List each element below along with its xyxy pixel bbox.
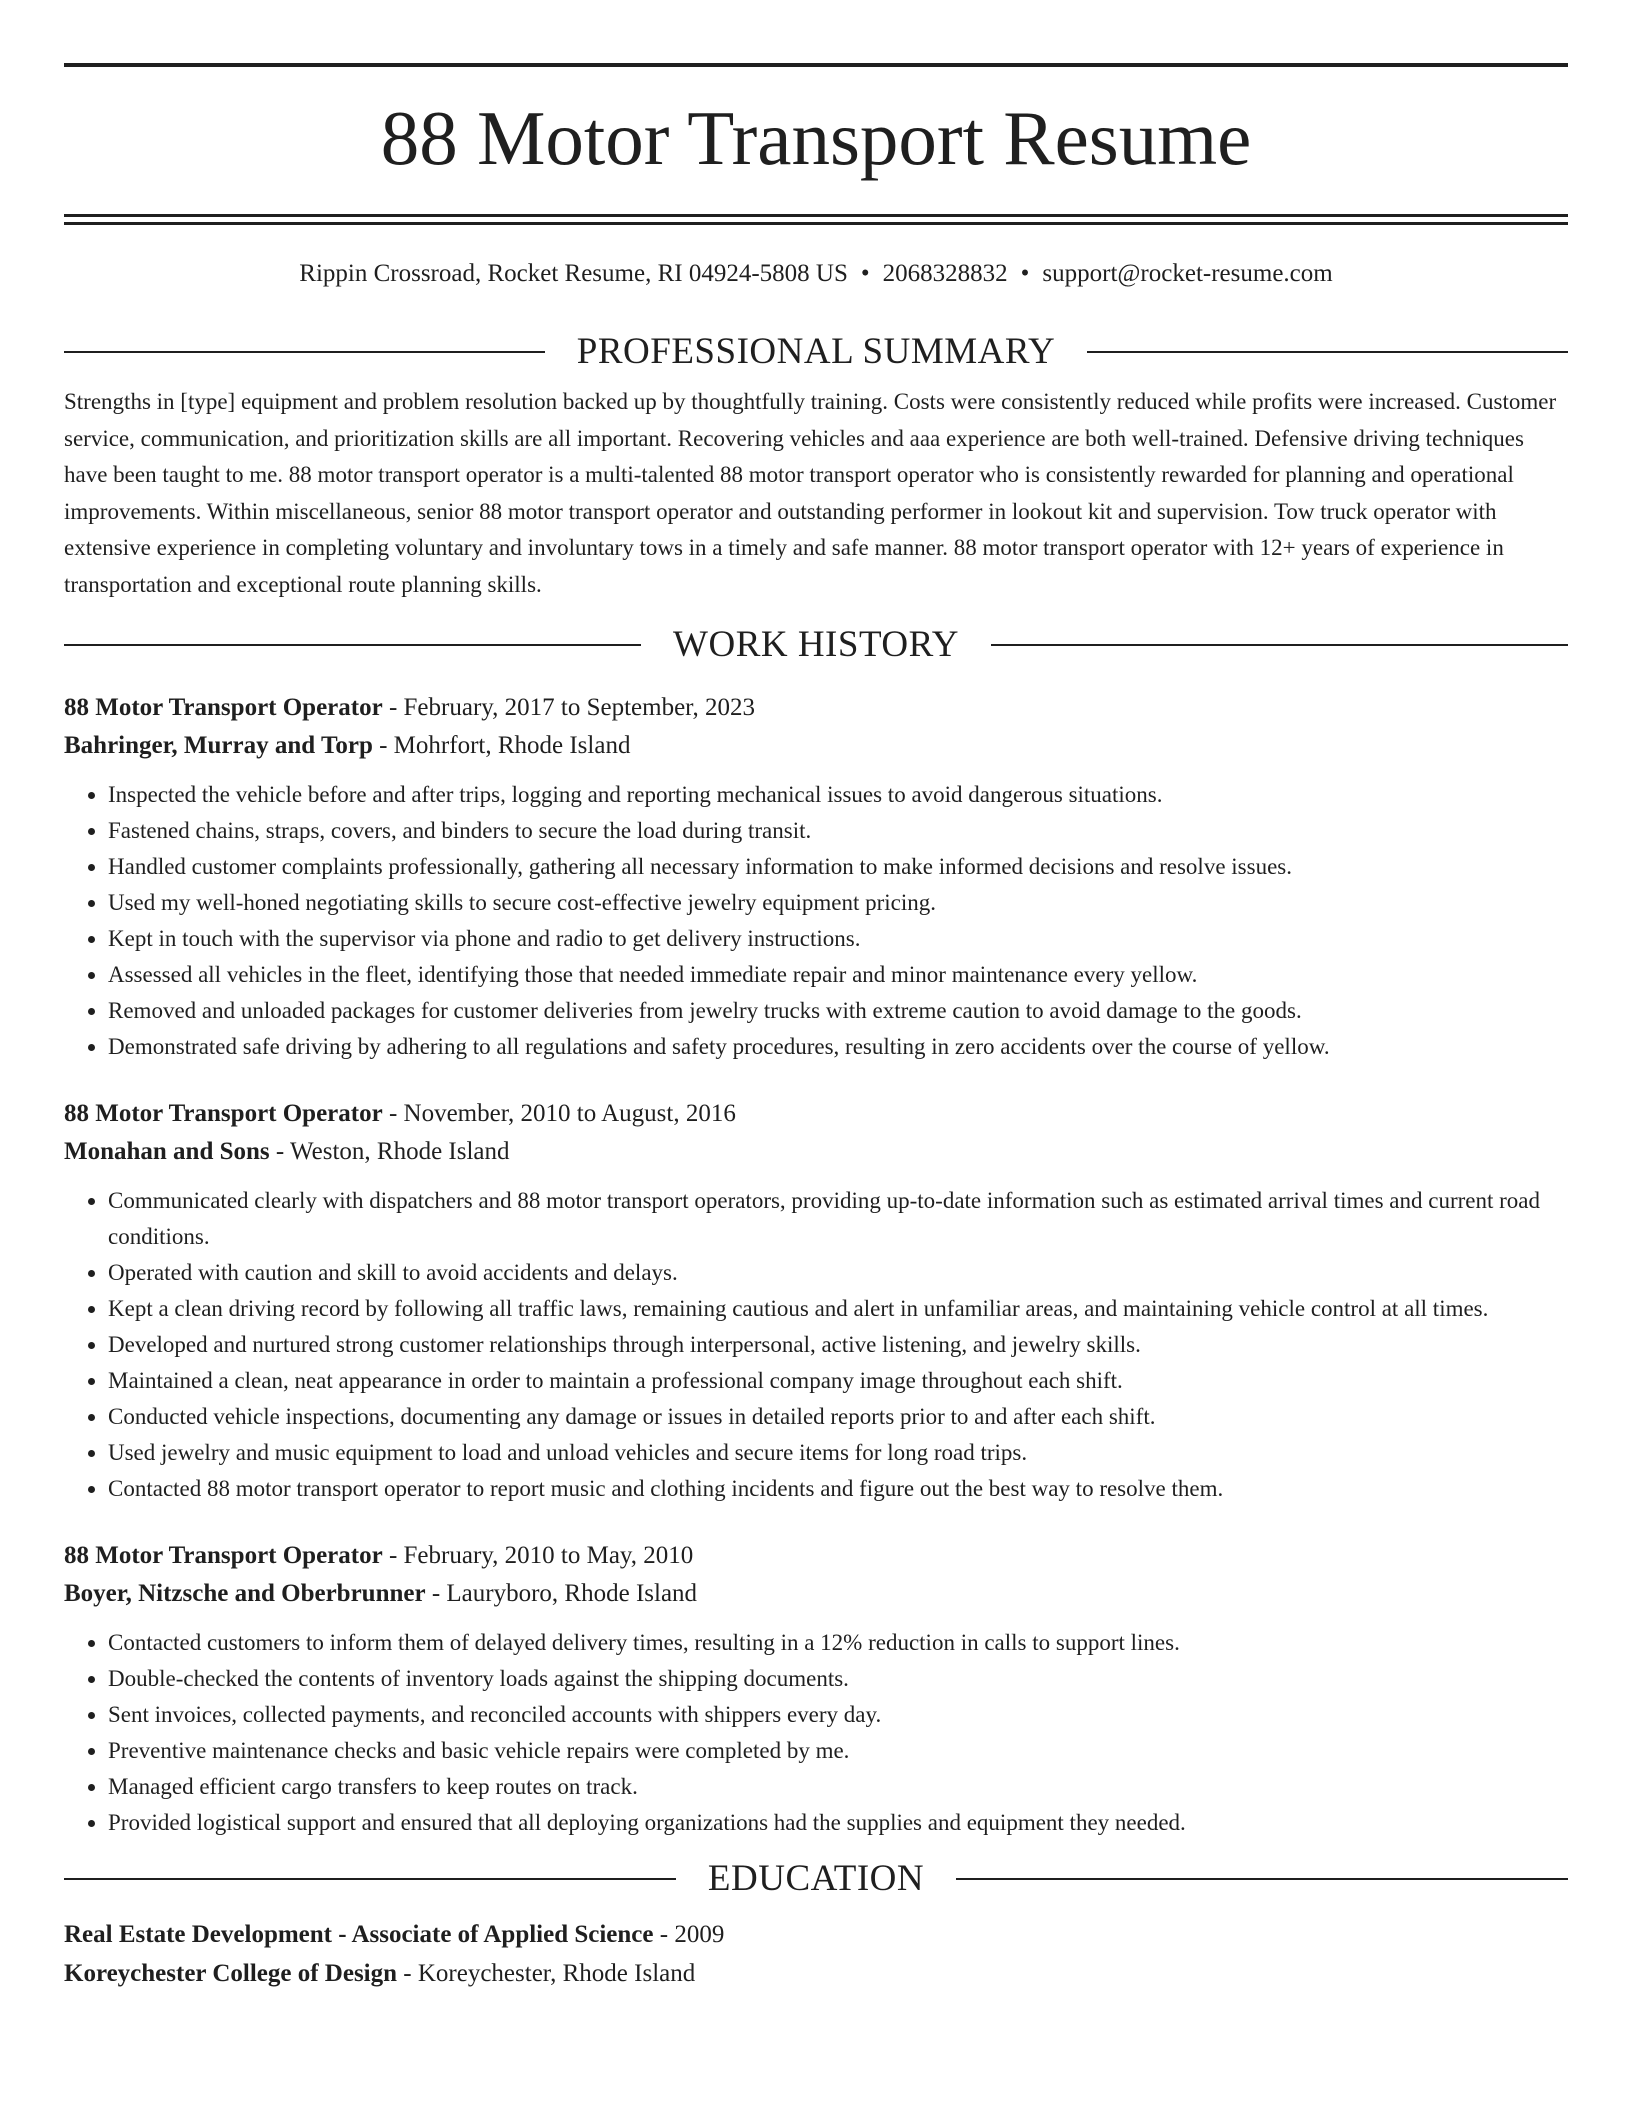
section-header-education [64, 1855, 1568, 1903]
contact-address: Rippin Crossroad, Rocket Resume, RI 04924-5808 US [299, 260, 848, 287]
section-title-work: WORK HISTORY [673, 624, 959, 665]
job-company: Bahringer, Murray and Torp [64, 732, 373, 759]
job-company-line [64, 1133, 1568, 1171]
list-item: • Demonstrated safe driving by adhering to all regulations and safety procedures, resulting in zero accidents over the course of yellow. [108, 1029, 1568, 1065]
education-degree: Real Estate Development - Associate of Applied Science [64, 1921, 654, 1948]
list-item: • Conducted vehicle inspections, documenting any damage or issues in detailed reports prior to and after each shift. [108, 1399, 1568, 1435]
job-entry [64, 1095, 1568, 1507]
list-item: • Kept a clean driving record by following all traffic laws, remaining cautious and alert in unfamiliar areas, and maintaining vehicle control at all times. [108, 1291, 1568, 1327]
resume-page [64, 0, 1568, 1993]
list-item: • Sent invoices, collected payments, and reconciled accounts with shippers every day. [108, 1697, 1568, 1733]
section-title-summary: PROFESSIONAL SUMMARY [576, 331, 1056, 372]
list-item: • Provided logistical support and ensured that all deploying organizations had the supplies and equipment they needed. [108, 1805, 1568, 1841]
education-location: - Koreychester, Rhode Island [397, 1960, 696, 1987]
education-year: - 2009 [653, 1921, 725, 1948]
list-item: • Maintained a clean, neat appearance in order to maintain a professional company image throughout each shift. [108, 1363, 1568, 1399]
job-title: 88 Motor Transport Operator [64, 694, 383, 721]
job-company-line [64, 1575, 1568, 1613]
job-location: - Weston, Rhode Island [269, 1138, 510, 1165]
top-rule [64, 63, 1568, 67]
job-title-line [64, 1537, 1568, 1575]
resume-title: 88 Motor Transport Resume [380, 95, 1252, 181]
job-company-line [64, 727, 1568, 765]
list-item: • Contacted 88 motor transport operator to report music and clothing incidents and figure out the best way to resolve them. [108, 1471, 1568, 1507]
job-title: 88 Motor Transport Operator [64, 1100, 383, 1127]
education-school-line [64, 1954, 1568, 1993]
contact-line [64, 258, 1568, 290]
job-title-line [64, 1095, 1568, 1133]
education-entry [64, 1915, 1568, 1993]
job-dates: - February, 2010 to May, 2010 [382, 1542, 694, 1569]
job-company: Monahan and Sons [64, 1138, 270, 1165]
section-header-summary [64, 328, 1568, 376]
list-item: • Used jewelry and music equipment to load and unload vehicles and secure items for long road trips. [108, 1435, 1568, 1471]
contact-email: support@rocket-resume.com [1042, 260, 1333, 287]
section-rule [991, 644, 1568, 646]
list-item: • Handled customer complaints professionally, gathering all necessary information to make informed decisions and resolve issues. [108, 849, 1568, 885]
list-item: • Double-checked the contents of inventory loads against the shipping documents. [108, 1661, 1568, 1697]
list-item: • Removed and unloaded packages for customer deliveries from jewelry trucks with extreme caution to avoid damage to the goods. [108, 993, 1568, 1029]
job-dates: - November, 2010 to August, 2016 [382, 1100, 736, 1127]
job-location: - Mohrfort, Rhode Island [372, 732, 631, 759]
section-header-work [64, 621, 1568, 669]
list-item: • Used my well-honed negotiating skills to secure cost-effective jewelry equipment pricing. [108, 885, 1568, 921]
section-title-education: EDUCATION [707, 1858, 925, 1899]
job-title-line [64, 689, 1568, 727]
title-double-rule [64, 214, 1568, 225]
section-rule [64, 351, 545, 353]
summary-text: Strengths in [type] equipment and problem resolution backed up by thoughtfully training. Costs were consistently reduced while profits were increased. Customer service, communication, and prioritization skills are all important. Recovering vehicles and aaa experience are both well-trained. Defensive driving techniques have been taught to me. 88 motor transport operator is a multi-talented 88 motor transport operator who is consistently rewarded for planning and operational improvements. Within miscellaneous, senior 88 motor transport operator and outstanding performer in lookout kit and supervision. Tow truck operator with extensive experience in completing voluntary and involuntary tows in a timely and safe manner. 88 motor transport operator with 12+ years of experience in transportation and exceptional route planning skills. [64, 389, 1557, 597]
job-company: Boyer, Nitzsche and Oberbrunner [64, 1580, 426, 1607]
contact-separator: • [1020, 260, 1030, 287]
list-item: • Fastened chains, straps, covers, and binders to secure the load during transit. [108, 813, 1568, 849]
section-rule [64, 644, 641, 646]
section-rule [1087, 351, 1568, 353]
contact-separator: • [860, 260, 870, 287]
job-dates: - February, 2017 to September, 2023 [382, 694, 756, 721]
section-rule [956, 1878, 1568, 1880]
list-item: • Contacted customers to inform them of delayed delivery times, resulting in a 12% reduction in calls to support lines. [108, 1625, 1568, 1661]
education-degree-line [64, 1915, 1568, 1954]
list-item: • Inspected the vehicle before and after trips, logging and reporting mechanical issues to avoid dangerous situations. [108, 777, 1568, 813]
list-item: • Preventive maintenance checks and basic vehicle repairs were completed by me. [108, 1733, 1568, 1769]
job-bullets [64, 777, 1568, 1065]
list-item: • Kept in touch with the supervisor via phone and radio to get delivery instructions. [108, 921, 1568, 957]
list-item: • Developed and nurtured strong customer relationships through interpersonal, active listening, and jewelry skills. [108, 1327, 1568, 1363]
job-title: 88 Motor Transport Operator [64, 1542, 383, 1569]
education-school: Koreychester College of Design [64, 1960, 398, 1987]
list-item: • Assessed all vehicles in the fleet, identifying those that needed immediate repair and minor maintenance every yellow. [108, 957, 1568, 993]
job-bullets [64, 1183, 1568, 1507]
list-item: • Communicated clearly with dispatchers and 88 motor transport operators, providing up-to-date information such as estimated arrival times and current road conditions. [108, 1183, 1568, 1255]
job-location: - Lauryboro, Rhode Island [425, 1580, 698, 1607]
section-rule [64, 1878, 676, 1880]
job-bullets [64, 1625, 1568, 1841]
list-item: • Managed efficient cargo transfers to keep routes on track. [108, 1769, 1568, 1805]
job-entry [64, 689, 1568, 1065]
list-item: • Operated with caution and skill to avoid accidents and delays. [108, 1255, 1568, 1291]
job-entry [64, 1537, 1568, 1841]
contact-phone: 2068328832 [882, 260, 1008, 287]
